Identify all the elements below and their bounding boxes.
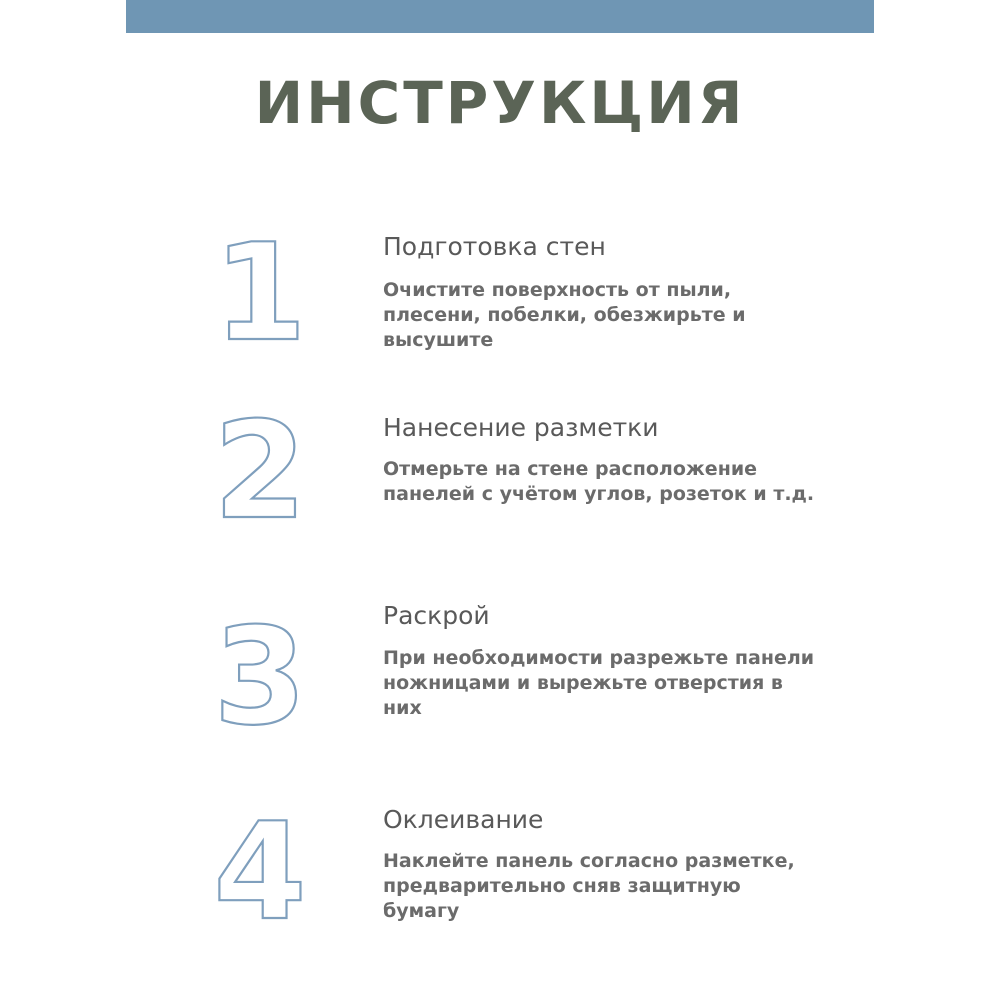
step-heading-1: Подготовка стен	[383, 232, 606, 261]
step-description-line: предварительно сняв защитную	[383, 875, 741, 897]
step-number-1-outline	[213, 215, 307, 371]
step-heading-4: Оклеивание	[383, 805, 544, 834]
svg-text:2: 2	[213, 393, 307, 549]
step-description-line: бумагу	[383, 900, 460, 922]
step-description-line: При необходимости разрежьте панели	[383, 647, 815, 669]
step-description-line: ножницами и вырежьте отверстия в	[383, 672, 783, 694]
page-title: ИНСТРУКЦИЯ	[254, 69, 746, 137]
step-number-2	[213, 393, 307, 549]
step-heading-2: Нанесение разметки	[383, 413, 659, 442]
svg-text:1: 1	[213, 215, 307, 371]
step-description-line: Наклейте панель согласно разметке,	[383, 850, 795, 872]
step-number-3-outline	[213, 599, 307, 755]
step-number-1	[213, 215, 307, 371]
step-description-2	[383, 457, 863, 507]
step-number-2-outline	[213, 393, 307, 549]
step-heading-3: Раскрой	[383, 601, 490, 630]
step-description-line: Отмерьте на стене расположение	[383, 458, 758, 480]
step-description-line: плесени, побелки, обезжирьте и	[383, 304, 746, 326]
step-description-line: панелей с учётом углов, розеток и т.д.	[383, 483, 815, 505]
svg-text:3: 3	[213, 599, 307, 755]
step-number-4-outline	[213, 794, 307, 950]
svg-text:4: 4	[213, 794, 307, 950]
step-description-line: них	[383, 697, 422, 719]
step-number-3	[213, 599, 307, 755]
step-description-4	[383, 849, 863, 924]
top-accent-bar	[126, 0, 874, 33]
step-description-line: Очистите поверхность от пыли,	[383, 279, 732, 301]
step-number-4	[213, 794, 307, 950]
step-description-1	[383, 278, 863, 353]
step-description-3	[383, 646, 863, 721]
step-description-line: высушите	[383, 329, 494, 351]
